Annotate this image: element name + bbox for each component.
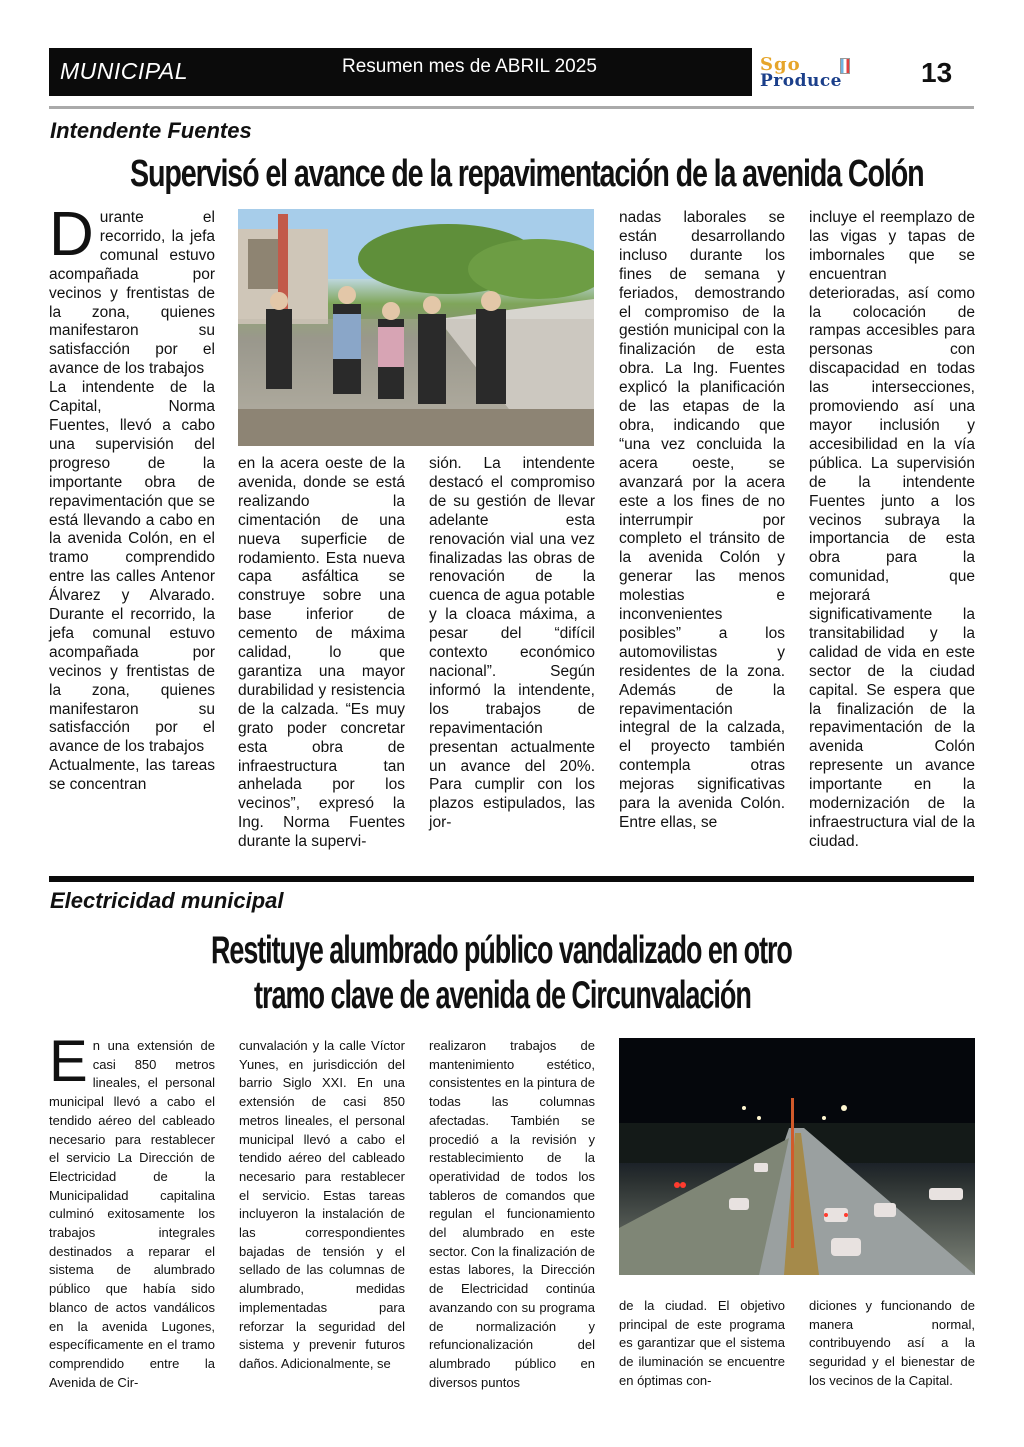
article1-kicker: Intendente Fuentes: [50, 118, 252, 143]
article2-kicker: Electricidad municipal: [50, 888, 284, 913]
article2-column-5: diciones y funcionando de manera normal, contribuyendo así a la seguridad y el bienestar de los vecinos de la Capital.: [809, 1298, 975, 1388]
article2-column-2: cunvalación y la calle Víctor Yunes, en jurisdicción del barrio Siglo XXI. En una extensión de casi 850 metros lineales, el personal municipal llevó a cabo el tendido aéreo del cableado necesario para restablecer el servicio. Estas tareas incluyeron la instalación de las correspondientes bajadas de tensión y el sellado de las columnas de alumbrado, medidas implementadas para reforzar la seguridad del sistema y prevenir futuros daños. Adicionalmente, se: [239, 1038, 405, 1371]
logo-text-bottom: Produce: [760, 71, 842, 91]
article2-headline-line1: Restituye alumbrado público vandalizado en otro: [211, 929, 792, 972]
article2-column-3: realizaron trabajos de mantenimiento estético, consistentes en la pintura de todas las columnas afectadas. También se procedió a la revisión y restablecimiento de la operatividad de todos los tableros de comandos que regulan el funcionamiento del alumbrado en este sector. Con la finalización de estas labores, la Dirección de Electricidad continúa avanzando con su programa de normalización y refuncionalización del alumbrado público en diversos puntos: [429, 1038, 595, 1390]
article1-column-1: [49, 200, 215, 795]
article1-column-4: nadas laborales se están desarrollando incluso durante los fines de semana y feriados, demostrando el compromiso de la gestión municipal con la finalización de esta obra. La Ing. Fuentes explicó la planificación de las etapas de la obra, indicando que “una vez concluida la acera oeste, se avanzará por la acera este a los fines de no interrumpir por completo el tránsito de la avenida Colón y generar las menos molestias e inconvenientes posibles” a los automovilistas y residentes de la zona. Además de la repavimentación integral de la calzada, el proyecto también contempla otras mejoras significativas para la avenida Colón. Entre ellas, se: [619, 209, 785, 831]
logo-text-top: Sgo: [760, 54, 801, 75]
article1-dropcap: D: [49, 200, 94, 269]
article2-column-4: de la ciudad. El objetivo principal de este programa es garantizar que el sistema de iluminación se encuentre en óptimas con-: [619, 1298, 785, 1388]
article2-photo: [619, 1038, 975, 1275]
section-divider: [49, 876, 974, 882]
article1-lead: urante el recorrido, la jefa comunal estuvo acompañada por vecinos y frentistas de la zona, quienes manifestaron su satisfacción por el avance de los trabajos: [49, 209, 215, 378]
article1-photo: [238, 209, 594, 446]
article2-col1-text: n una extensión de casi 850 metros lineales, el personal municipal llevó a cabo el tendido aéreo del cableado necesario para restablecer el servicio La Dirección de Electricidad de la Municipalidad capitalina culminó exitosamente los trabajos integrales destinados a reparar el sistema de alumbrado público que había sido blanco de actos vandálicos en la avenida Lugones, específicamente en el tramo comprendido entre la Avenida de Cir-: [49, 1038, 215, 1390]
section-label: MUNICIPAL: [60, 58, 189, 84]
article2-dropcap: E: [49, 1029, 88, 1094]
street-photo-illustration: [238, 209, 594, 446]
header-rule: [49, 106, 974, 109]
article1-col1-body: La intendente de la Capital, Norma Fuentes, llevó a cabo una supervisión del progreso de la importante obra de repavimentación que se está llevando a cabo en la avenida Colón, en el tramo comprendido entre las calles Antenor Álvarez y Alvarado. Durante el recorrido, la jefa comunal estuvo acompañada por vecinos y frentistas de la zona, quienes manifestaron su satisfacción por el avance de los trabajos: [49, 379, 215, 756]
night-street-illustration: [619, 1038, 975, 1275]
article1-column-5: incluye el reemplazo de las vigas y tapas de imbornales que se encuentran deterioradas, así como la colocación de rampas accesibles para personas con discapacidad en todas las intersecciones, promoviendo así una mayor inclusión y accesibilidad en la vía pública. La supervisión de la intendente Fuentes junto a los vecinos subraya la importancia de esta obra para la comunidad, que mejorará significativamente la transitabilidad y la calidad de vida en este sector de la ciudad capital. Se espera que la finalización de la repavimentación de la avenida Colón represente un avance importante en la modernización de la infraestructura vial de la ciudad.: [809, 209, 975, 850]
page-number: 13: [921, 57, 953, 88]
article2-headline-line2: tramo clave de avenida de Circunvalación: [254, 974, 751, 1017]
publication-logo: [760, 56, 900, 92]
article1-col1-tail: Actualmente, las tareas se concentran: [49, 757, 215, 794]
article1-column-3: sión. La intendente destacó el compromiso de su gestión de llevar adelante esta renovación vial una vez finalizadas las obras de renovación de la cuenca de agua potable y la cloaca máxima, a pesar del “difícil contexto económico nacional”. Según informó la intendente, los trabajos de repavimentación presentan actualmente un avance del 20%. Para cumplir con los plazos estipulados, las jor-: [429, 455, 595, 832]
article1-headline: Supervisó el avance de la repavimentación de la avenida Colón: [130, 153, 924, 195]
article1-column-2: en la acera oeste de la avenida, donde se está realizando la cimentación de una nueva superficie de rodamiento. Esta nueva capa asfáltica se construye sobre una base inferior de cemento de máxima calidad, lo que garantiza una mayor durabilidad y resistencia de la calzada. “Es muy grato poder concretar esta obra de infraestructura tan anhelada por los vecinos”, expresó la Ing. Norma Fuentes durante la supervi-: [238, 455, 405, 851]
article2-column-1: [49, 1029, 215, 1392]
issue-summary: Resumen mes de ABRIL 2025: [342, 56, 597, 77]
